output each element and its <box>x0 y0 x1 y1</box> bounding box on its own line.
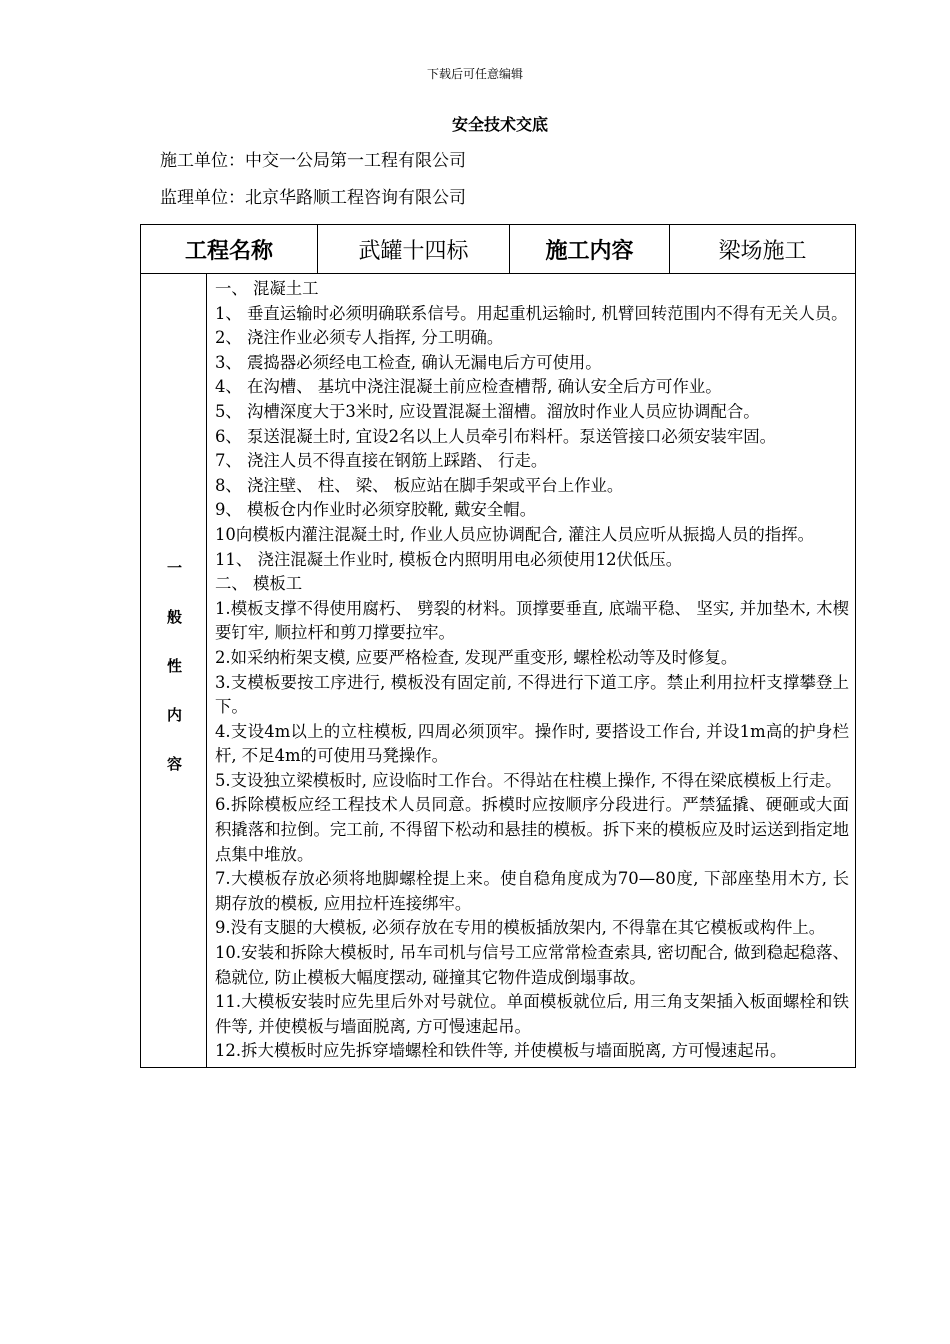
construction-unit: 施工单位：中交一公局第一工程有限公司 <box>160 151 466 171</box>
content-paragraph: 6、 泵送混凝土时, 宜设2名以上人员牵引布料杆。泵送管接口必须安装牢固。 <box>215 426 776 446</box>
content-paragraph: 3.支模板要按工序进行, 模板没有固定前, 不得进行下道工序。禁止利用拉杆支撑攀登上下。 <box>215 672 850 717</box>
content-label: 施工内容 <box>510 225 670 274</box>
content-paragraphs <box>215 277 849 1064</box>
content-paragraph: 6.拆除模板应经工程技术人员同意。拆模时应按顺序分段进行。严禁猛撬、硬砸或大面积撬落和拉倒。完工前, 不得留下松动和悬挂的模板。拆下来的模板应及时运送到指定地点集中堆放。 <box>215 795 850 864</box>
content-paragraph: 5、 沟槽深度大于3米时, 应设置混凝土溜槽。溜放时作业人员应协调配合。 <box>215 401 760 421</box>
supervision-unit: 监理单位：北京华路顺工程咨询有限公司 <box>160 188 466 208</box>
content-paragraph: 2、 浇注作业必须专人指挥, 分工明确。 <box>215 328 504 348</box>
content-paragraph: 9.没有支腿的大模板, 必须存放在专用的模板插放架内, 不得靠在其它模板或构件上。 <box>215 918 826 938</box>
content-cell <box>207 274 856 1068</box>
content-paragraph: 12.拆大模板时应先拆穿墙螺栓和铁件等, 并使模板与墙面脱离, 方可慢速起吊。 <box>215 1041 787 1061</box>
content-paragraph: 1.模板支撑不得使用腐朽、 劈裂的材料。顶撑要垂直, 底端平稳、 坚实, 并加垫木, 木楔要钉牢, 顺拉杆和剪刀撑要拉牢。 <box>215 598 850 643</box>
content-paragraph: 8、 浇注壁、 柱、 梁、 板应站在脚手架或平台上作业。 <box>215 475 624 495</box>
content-paragraph: 10.安装和拆除大模板时, 吊车司机与信号工应常常检查索具, 密切配合, 做到稳起稳落、 稳就位, 防止模板大幅度摆动, 碰撞其它物件造成倒塌事故。 <box>215 943 850 987</box>
content-paragraph: 7.大模板存放必须将地脚螺栓提上来。使自稳角度成为70—80度, 下部座垫用木方, 长期存放的模板, 应用拉杆连接绑牢。 <box>215 869 850 913</box>
content-paragraph: 4、 在沟槽、 基坑中浇注混凝土前应检查槽帮, 确认安全后方可作业。 <box>215 377 722 397</box>
content-paragraph: 11.大模板安装时应先里后外对号就位。单面模板就位后, 用三角支架插入板面螺栓和铁件等, 并使模板与墙面脱离, 方可慢速起吊。 <box>215 992 850 1036</box>
content-value: 梁场施工 <box>670 225 856 274</box>
content-paragraph: 5.支设独立梁模板时, 应设临时工作台。不得站在柱模上操作, 不得在梁底模板上行走。 <box>215 770 842 790</box>
content-row <box>141 274 856 1068</box>
content-paragraph: 1、 垂直运输时必须明确联系信号。用起重机运输时, 机臂回转范围内不得有无关人员。 <box>215 303 848 323</box>
content-paragraph: 一、 混凝土工 <box>215 279 319 298</box>
header-row <box>141 225 856 274</box>
content-paragraph: 二、 模板工 <box>215 574 303 594</box>
content-paragraph: 10向模板内灌注混凝土时, 作业人员应协调配合, 灌注人员应听从振捣人员的指挥。 <box>215 524 814 544</box>
page-header-note: 下载后可任意编辑 <box>426 67 523 81</box>
content-paragraph: 9、 模板仓内作业时必须穿胶靴, 戴安全帽。 <box>215 500 537 520</box>
content-paragraph: 4.支设4m以上的立柱模板, 四周必须顶牢。操作时, 要搭设工作台, 并设1m高的护身栏杆, 不足4m的可使用马凳操作。 <box>215 721 850 766</box>
safety-briefing-table <box>140 224 856 1068</box>
project-name-value: 武罐十四标 <box>318 225 510 274</box>
content-paragraph: 11、 浇注混凝土作业时, 模板仓内照明用电必须使用12伏低压。 <box>215 549 683 569</box>
document-title: 安全技术交底 <box>451 115 548 134</box>
content-paragraph: 2.如采纳桁架支模, 应要严格检查, 发现严重变形, 螺栓松动等及时修复。 <box>215 647 738 667</box>
side-label-cell <box>141 274 207 1068</box>
content-paragraph: 7、 浇注人员不得直接在钢筋上踩踏、 行走。 <box>215 451 548 471</box>
project-name-label: 工程名称 <box>141 225 318 274</box>
side-label: 一般性内容 <box>165 560 183 805</box>
content-paragraph: 3、 震捣器必须经电工检查, 确认无漏电后方可使用。 <box>215 352 602 372</box>
